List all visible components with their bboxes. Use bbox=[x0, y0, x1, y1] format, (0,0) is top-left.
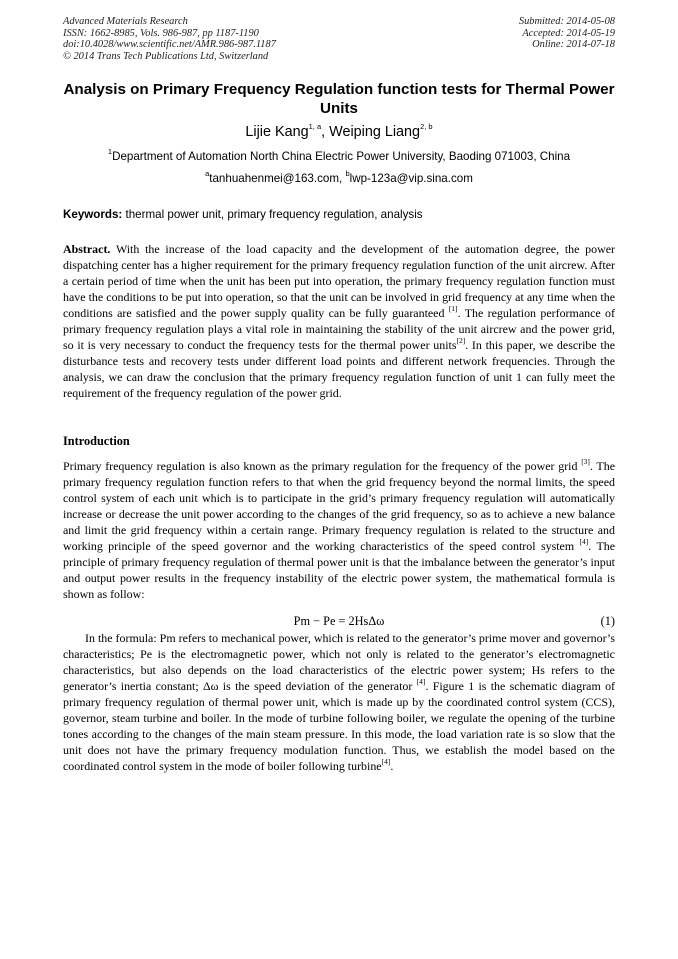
submitted-date: Submitted: 2014-05-08 bbox=[518, 16, 615, 27]
citation-ref[interactable]: [4] bbox=[579, 537, 589, 547]
author-affiliation-mark: 1, a bbox=[308, 122, 322, 132]
citation-ref[interactable]: [4] bbox=[381, 757, 391, 767]
citation-ref[interactable]: [2] bbox=[456, 336, 466, 346]
intro-text: . bbox=[390, 759, 394, 773]
intro-text: . The principle of primary frequency regulation of thermal power unit is that the imbalance between the generator’s input and output power results in the frequency instability of the electric power system, the mathematical formula is shown as follow: bbox=[63, 539, 616, 601]
intro-text: In the formula: Pm refers to mechanical power, which is related to the generator’s prime mover and governor’s characteristics; Pe is the electromagnetic power, which not only is related to the generator’s electromagnetic characteristics, but also depends on the load characteristics of the electric power system; Hs refers to the generator’s inertia constant; Δω is the speed deviation of the generator bbox=[63, 631, 615, 693]
author-separator: , bbox=[321, 124, 330, 140]
citation-ref[interactable]: [1] bbox=[448, 304, 458, 314]
email-address[interactable]: tanhuahenmei@163.com bbox=[209, 172, 339, 185]
online-date: Online: 2014-07-18 bbox=[532, 39, 615, 51]
citation-ref[interactable]: [4] bbox=[416, 677, 426, 687]
copyright-line: © 2014 Trans Tech Publications Ltd, Switzerland bbox=[63, 50, 269, 62]
intro-text: . Figure 1 is the schematic diagram of primary frequency regulation of thermal power unit, which is made up by the coordinated control system (CCS), governor, steam turbine and boiler. In the mode of turbine following boiler, we regulate the opening of the turbine tones according to the changes of the main steam pressure. In this mode, the load variation rate is so slow that the unit does not have the primary frequency modulation function. Thus, we establish the model based on the coordinated control system in the mode of boiler following turbine bbox=[63, 679, 616, 773]
intro-text: . The primary frequency regulation function refers to that when the grid frequency beyond the normal limits, the speed control system of each unit which is to participate in the grid’s primary frequency regulation will automatically increase or decrease the unit power according to the changes of the grid frequency, so as to achieve a new balance and limit the grid frequency within a certain range. Primary frequency regulation is related to the structure and working principle of the speed governor and the working characteristics of the speed control system bbox=[63, 459, 615, 553]
affiliation-mark: 1 bbox=[107, 147, 113, 157]
affiliation-text: Department of Automation North China Electric Power University, Baoding 071003, China bbox=[112, 150, 571, 163]
email-mark: a bbox=[205, 169, 210, 179]
paper-title: Analysis on Primary Frequency Regulation function tests for Thermal Power Units bbox=[63, 81, 615, 117]
keywords-text: thermal power unit, primary frequency regulation, analysis bbox=[122, 208, 423, 221]
intro-text: Primary frequency regulation is also known as the primary regulation for the frequency of the power grid bbox=[63, 459, 582, 473]
equation: Pm − Pe = 2HsΔω bbox=[293, 614, 385, 628]
journal-name: Advanced Materials Research bbox=[63, 16, 188, 27]
author-line bbox=[63, 123, 615, 141]
dates-header bbox=[519, 16, 615, 51]
doi-line[interactable]: doi:10.4028/www.scientific.net/AMR.986-987.1187 bbox=[63, 39, 276, 51]
equation-number: (1) bbox=[600, 614, 615, 628]
author-name: Lijie Kang bbox=[245, 124, 309, 140]
intro-paragraph bbox=[63, 630, 615, 774]
issn-line: ISSN: 1662-8985, Vols. 986-987, pp 1187-1190 bbox=[63, 27, 259, 39]
abstract-text: . In this paper, we describe the disturbance tests and recovery tests under different load points and different network frequencies. Through the analysis, we can draw the conclusion that the primary frequency regulation function of unit 1 can fully meet the requirement of the frequency regulation of the power grid. bbox=[63, 338, 616, 400]
abstract-text: With the increase of the load capacity and the development of the automation degree, the power dispatching center has a higher requirement for the primary frequency regulation function of the unit aircrew. After a certain period of time when the unit has been put into operation, the primary frequency regulation function must have the conditions to be put into operation, so that the unit can be involved in grid frequency at any time when the conditions are satisfied and the power supply quality can be fully guaranteed bbox=[63, 242, 615, 320]
email-address[interactable]: lwp-123a@vip.sina.com bbox=[349, 172, 473, 185]
abstract-label: Abstract. bbox=[63, 242, 111, 256]
accepted-date: Accepted: 2014-05-19 bbox=[522, 27, 615, 39]
abstract-paragraph bbox=[63, 241, 615, 401]
keywords-label: Keywords: bbox=[63, 208, 123, 221]
equation-block bbox=[63, 613, 615, 629]
citation-ref[interactable]: [3] bbox=[581, 457, 590, 467]
author-affiliation-mark: 2, b bbox=[420, 122, 433, 132]
intro-paragraph bbox=[63, 458, 615, 602]
journal-header bbox=[63, 16, 276, 62]
keywords bbox=[63, 207, 615, 222]
abstract-text: . The regulation performance of primary frequency regulation plays a vital role in maintaining the stability of the unit aircrew and the power grid, so it is very necessary to conduct the frequency tests for the thermal power units bbox=[63, 306, 615, 352]
email-line bbox=[63, 171, 615, 186]
email-mark: b bbox=[345, 169, 350, 179]
author-name: Weiping Liang bbox=[329, 124, 421, 140]
affiliation bbox=[63, 149, 615, 164]
section-heading: Introduction bbox=[63, 434, 130, 448]
email-separator: , bbox=[339, 172, 346, 185]
